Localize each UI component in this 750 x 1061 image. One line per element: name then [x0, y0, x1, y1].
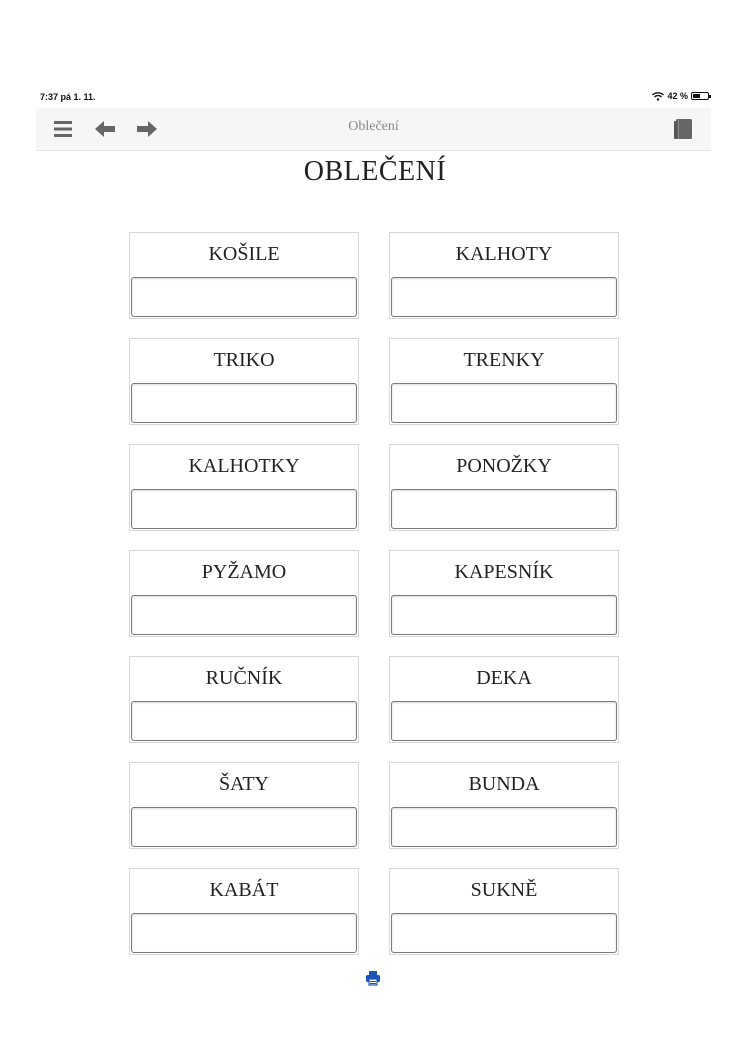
- word-label: PYŽAMO: [201, 561, 287, 583]
- word-card: [389, 338, 619, 425]
- wifi-icon: [652, 92, 664, 101]
- word-card: [129, 762, 359, 849]
- status-right: [652, 91, 709, 101]
- word-card: [129, 338, 359, 425]
- answer-field[interactable]: [391, 913, 617, 953]
- answer-field[interactable]: [391, 807, 617, 847]
- word-label: KAPESNÍK: [454, 561, 554, 583]
- battery-icon: [691, 92, 709, 100]
- answer-field[interactable]: [131, 595, 357, 635]
- answer-field[interactable]: [131, 383, 357, 423]
- battery-percent: 42 %: [667, 91, 688, 101]
- answer-field[interactable]: [391, 701, 617, 741]
- word-label: SUKNĚ: [470, 879, 538, 901]
- word-card: [389, 868, 619, 955]
- answer-field[interactable]: [131, 489, 357, 529]
- word-card: [129, 444, 359, 531]
- nav-bar: [36, 108, 711, 151]
- word-label: ŠATY: [218, 773, 269, 795]
- word-label: TRIKO: [213, 349, 275, 371]
- vocabulary-grid: [129, 232, 619, 955]
- answer-field[interactable]: [131, 701, 357, 741]
- word-label: BUNDA: [468, 773, 540, 795]
- word-label: PONOŽKY: [456, 455, 552, 477]
- word-label: RUČNÍK: [205, 667, 283, 689]
- answer-field[interactable]: [391, 277, 617, 317]
- book-icon[interactable]: [670, 117, 696, 141]
- word-card: [129, 656, 359, 743]
- word-card: [389, 232, 619, 319]
- word-label: KOŠILE: [208, 243, 280, 265]
- word-label: KABÁT: [209, 879, 279, 901]
- word-card: [389, 444, 619, 531]
- word-label: DEKA: [476, 667, 532, 689]
- answer-field[interactable]: [131, 913, 357, 953]
- word-label: KALHOTKY: [188, 455, 300, 477]
- word-card: [389, 656, 619, 743]
- word-card: [129, 868, 359, 955]
- nav-title: Oblečení: [348, 119, 399, 134]
- printer-icon[interactable]: [365, 970, 381, 986]
- page-title: OBLEČENÍ: [303, 156, 447, 187]
- word-card: [389, 762, 619, 849]
- status-bar: [36, 90, 711, 106]
- word-card: [129, 550, 359, 637]
- word-card: [389, 550, 619, 637]
- word-card: [129, 232, 359, 319]
- word-label: TRENKY: [463, 349, 545, 371]
- answer-field[interactable]: [391, 595, 617, 635]
- answer-field[interactable]: [391, 489, 617, 529]
- status-time: 7:37 pá 1. 11.: [40, 92, 96, 102]
- word-label: KALHOTY: [455, 243, 553, 265]
- answer-field[interactable]: [131, 807, 357, 847]
- answer-field[interactable]: [131, 277, 357, 317]
- answer-field[interactable]: [391, 383, 617, 423]
